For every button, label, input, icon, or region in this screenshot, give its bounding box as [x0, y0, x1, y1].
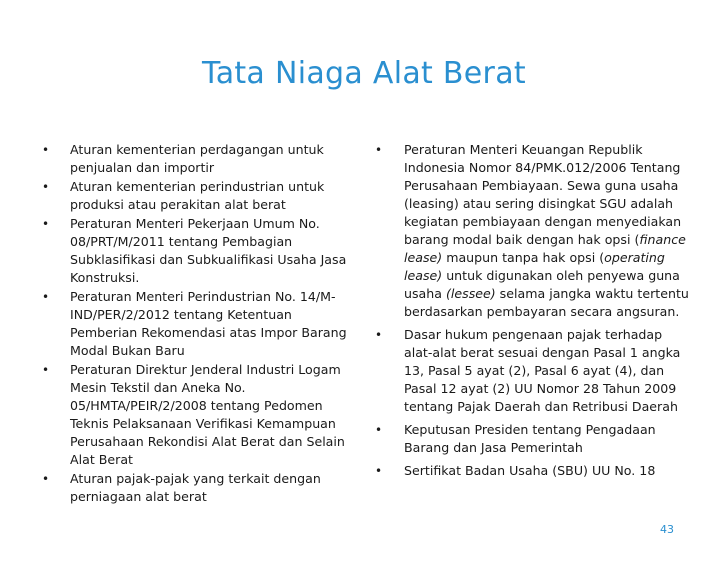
- slide-title: Tata Niaga Alat Berat: [202, 56, 526, 91]
- list-item: [372, 421, 694, 457]
- bullet-icon: •: [375, 328, 383, 342]
- operating-lease-term: operating lease): [404, 250, 665, 283]
- bullet-icon: •: [375, 423, 383, 437]
- list-item-text: Aturan pajak-pajak yang terkait dengan perniagaan alat berat: [70, 471, 321, 504]
- list-item: [372, 141, 694, 321]
- list-item: [36, 215, 352, 287]
- left-bullet-list: [36, 141, 352, 507]
- bullet-icon: •: [42, 363, 50, 377]
- bullet-icon: •: [42, 290, 50, 304]
- page-number: 43: [660, 523, 674, 536]
- list-item-text: Peraturan Menteri Keuangan Republik Indonesia Nomor 84/PMK.012/2006 Tentang Perusahaan Pembiayaan. Sewa guna usaha (leasing) atau sering disingkat SGU adalah kegiatan pembiayaan dengan menyediakan barang modal baik dengan hak opsi (finance lease) maupun tanpa hak opsi (operating lease) untuk digunakan oleh penyewa guna usaha (lessee) selama jangka waktu tertentu berdasarkan pembayaran secara angsuran.: [404, 142, 689, 319]
- list-item: [36, 361, 352, 469]
- list-item: [372, 462, 694, 480]
- bullet-icon: •: [375, 143, 383, 157]
- list-item-text: Aturan kementerian perdagangan untuk penjualan dan importir: [70, 142, 324, 175]
- list-item-text: Peraturan Menteri Perindustrian No. 14/M-IND/PER/2/2012 tentang Ketentuan Pemberian Rekomendasi atas Impor Barang Modal Bukan Baru: [70, 289, 347, 358]
- bullet-icon: •: [42, 143, 50, 157]
- bullet-icon: •: [375, 464, 383, 478]
- bullet-icon: •: [42, 472, 50, 486]
- right-bullet-list: [372, 141, 694, 485]
- list-item: [36, 288, 352, 360]
- finance-lease-term: finance lease): [404, 232, 686, 265]
- list-item-text: Sertifikat Badan Usaha (SBU) UU No. 18: [404, 463, 656, 478]
- list-item: [36, 470, 352, 506]
- list-item-text: Peraturan Menteri Pekerjaan Umum No. 08/PRT/M/2011 tentang Pembagian Subklasifikasi dan Subkualifikasi Usaha Jasa Konstruksi.: [70, 216, 347, 285]
- list-item-text: Peraturan Direktur Jenderal Industri Logam Mesin Tekstil dan Aneka No. 05/HMTA/PEIR/2/2008 tentang Pedomen Teknis Pelaksanaan Verifikasi Kemampuan Perusahaan Rekondisi Alat Berat dan Selain Alat Berat: [70, 362, 345, 467]
- list-item: [372, 326, 694, 416]
- bullet-icon: •: [42, 180, 50, 194]
- bullet-icon: •: [42, 217, 50, 231]
- lessee-term: (lessee): [445, 286, 496, 301]
- list-item-text: Aturan kementerian perindustrian untuk produksi atau perakitan alat berat: [70, 179, 325, 212]
- list-item: [36, 141, 352, 177]
- list-item-text: Keputusan Presiden tentang Pengadaan Barang dan Jasa Pemerintah: [404, 422, 656, 455]
- list-item-text: Dasar hukum pengenaan pajak terhadap alat-alat berat sesuai dengan Pasal 1 angka 13, Pasal 5 ayat (2), Pasal 6 ayat (4), dan Pasal 12 ayat (2) UU Nomor 28 Tahun 2009 tentang Pajak Daerah dan Retribusi Daerah: [404, 327, 681, 414]
- list-item: [36, 178, 352, 214]
